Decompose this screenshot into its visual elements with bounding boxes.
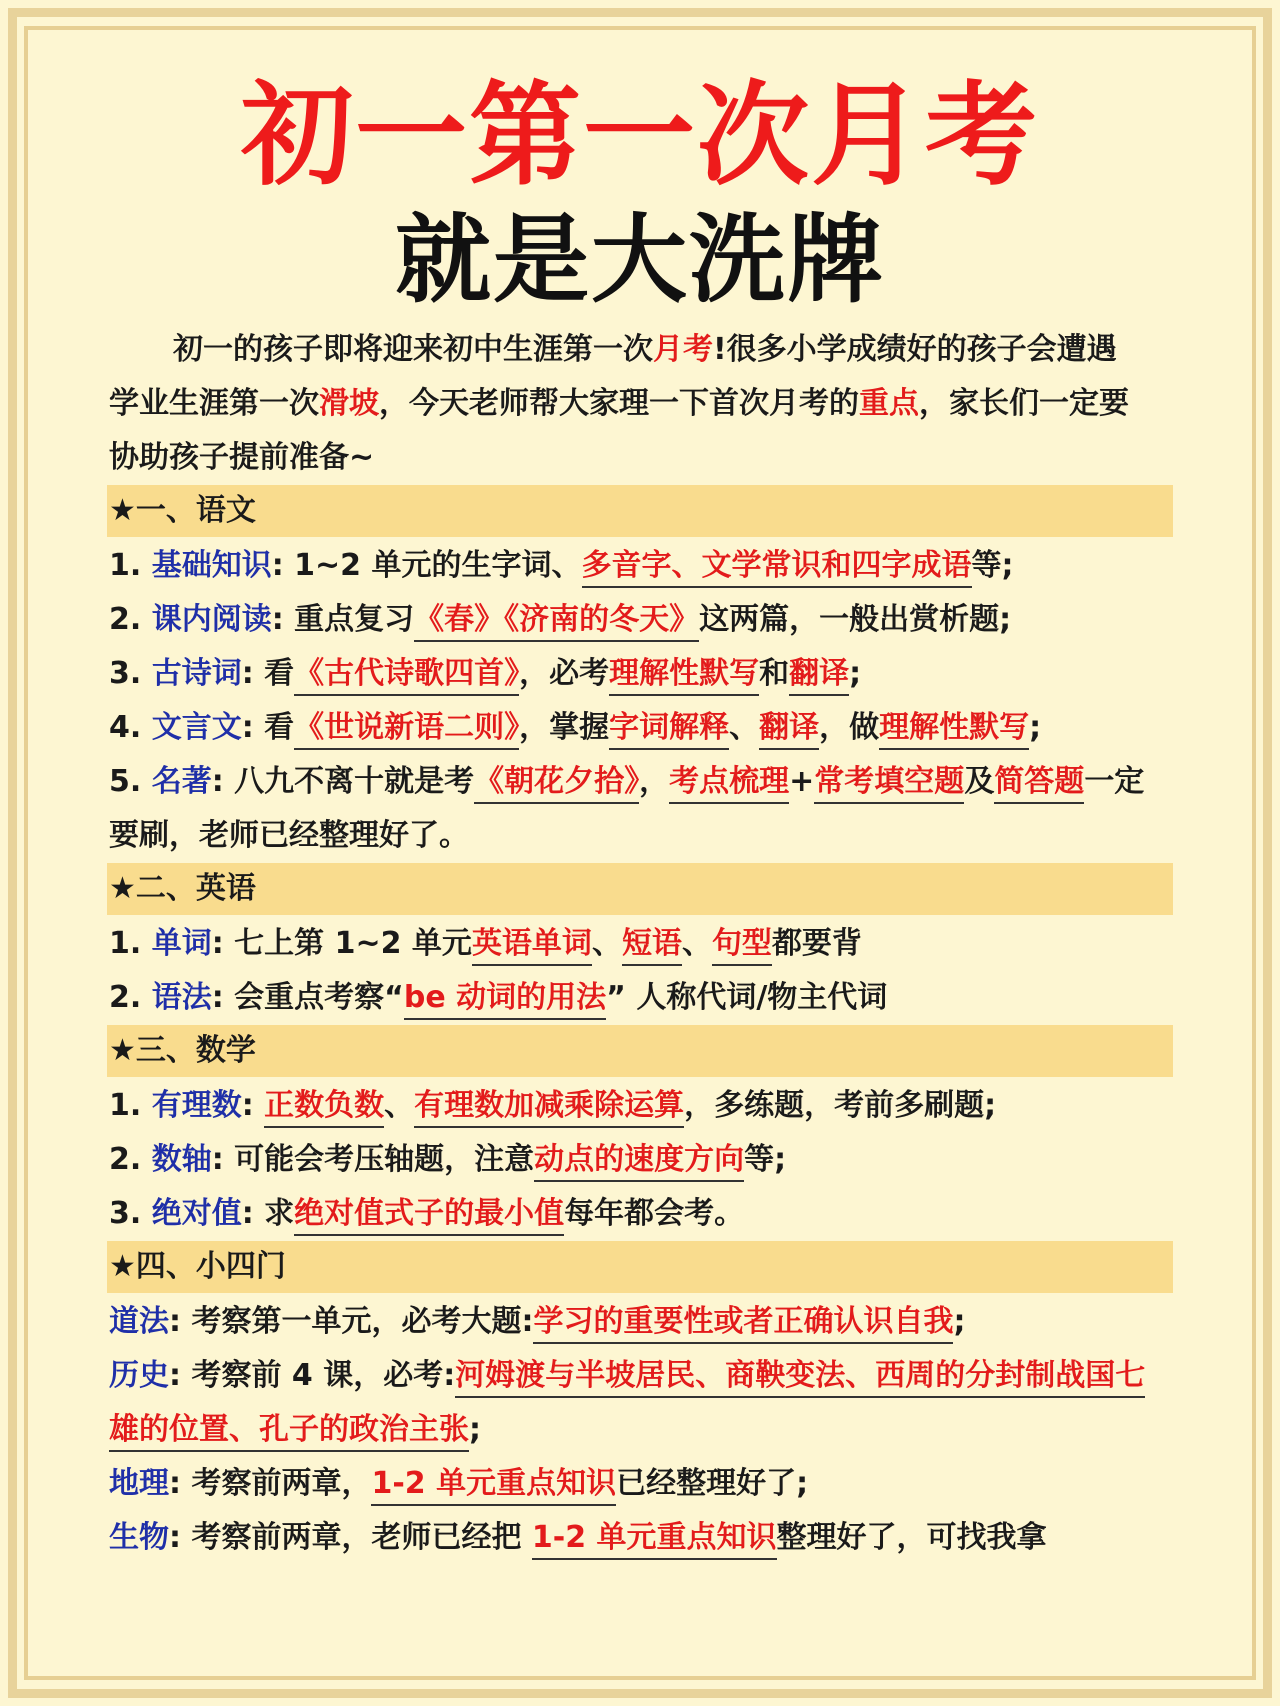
plain-text: : 看	[241, 656, 295, 691]
section-title: ★四、小四门	[109, 1249, 286, 1284]
plain-text: ，掌握	[519, 710, 610, 745]
key-point-underlined: 考点梳理	[669, 764, 789, 804]
plain-text: : 可能会考压轴题，注意	[211, 1142, 535, 1177]
plain-text: 初一的孩子即将迎来初中生涯第一次	[173, 332, 653, 367]
plain-text: 协助孩子提前准备~	[109, 440, 375, 475]
plain-text: 及	[964, 764, 995, 799]
text-line	[109, 377, 1173, 431]
text-line	[109, 431, 1173, 485]
section-header	[107, 485, 1173, 537]
key-point-underlined: 理解性默写	[879, 710, 1029, 750]
text-line	[109, 1133, 1173, 1187]
text-line	[109, 323, 1173, 377]
plain-text: ;	[953, 1304, 966, 1339]
plain-text: : 1~2 单元的生字词、	[271, 548, 582, 583]
topic-label: 生物	[109, 1520, 169, 1555]
section-header	[107, 1025, 1173, 1077]
plain-text: ;	[469, 1412, 481, 1447]
topic-label: 单词	[151, 926, 212, 961]
key-point-underlined: 《世说新语二则》	[294, 710, 519, 750]
plain-text: : 考察前两章，	[169, 1466, 372, 1501]
key-point-underlined: 1-2 单元重点知识	[371, 1466, 616, 1506]
plain-text: : 考察前 4 课，必考:	[169, 1358, 456, 1393]
title-subtitle: 就是大洗牌	[395, 204, 885, 316]
text-line	[109, 1349, 1173, 1403]
plain-text: : 考察前两章，老师已经把	[169, 1520, 532, 1555]
plain-text: 3.	[109, 656, 152, 691]
plain-text: 1.	[109, 548, 152, 583]
text-line	[109, 1403, 1173, 1457]
key-point-underlined: 动点的速度方向	[534, 1142, 744, 1182]
plain-text: 都要背	[771, 926, 862, 961]
plain-text: 等;	[744, 1142, 787, 1177]
key-point-underlined: be 动词的用法	[404, 980, 606, 1020]
text-line	[109, 701, 1173, 755]
plain-text: ，家长们一定要	[919, 386, 1129, 421]
topic-label: 课内阅读	[151, 602, 272, 637]
topic-label: 基础知识	[151, 548, 272, 583]
key-point-underlined: 字词解释	[609, 710, 729, 750]
plain-text: 、	[384, 1088, 415, 1123]
plain-text: : 看	[241, 710, 295, 745]
plain-text: 已经整理好了;	[616, 1466, 809, 1501]
plain-text: ;	[849, 656, 862, 691]
key-point-underlined: 绝对值式子的最小值	[294, 1196, 564, 1236]
highlight-text: 月考	[653, 332, 713, 367]
text-line	[109, 917, 1173, 971]
section-title: ★三、数学	[109, 1033, 256, 1068]
plain-text: +	[789, 764, 815, 799]
section-title: ★一、语文	[109, 493, 256, 528]
key-point-underlined: 学习的重要性或者正确认识自我	[533, 1304, 953, 1344]
plain-text: 要刷，老师已经整理好了。	[109, 818, 469, 853]
plain-text: 等;	[971, 548, 1014, 583]
plain-text: ” 人称代词/物主代词	[606, 980, 888, 1015]
plain-text: 整理好了，可找我拿	[776, 1520, 1047, 1555]
text-line	[109, 1295, 1173, 1349]
text-line	[109, 1457, 1173, 1511]
plain-text: ;	[1029, 710, 1042, 745]
plain-text: : 会重点考察“	[211, 980, 404, 1015]
topic-label: 名著	[151, 764, 212, 799]
plain-text: 2.	[109, 980, 152, 1015]
text-line	[109, 755, 1173, 809]
key-point-underlined: 1-2 单元重点知识	[532, 1520, 777, 1560]
plain-text: : 求	[241, 1196, 295, 1231]
key-point-underlined: 简答题	[994, 764, 1084, 804]
plain-text: 每年都会考。	[564, 1196, 745, 1231]
title-main: 初一第一次月考	[241, 71, 1039, 201]
key-point-underlined: 理解性默写	[609, 656, 759, 696]
plain-text: 、	[729, 710, 760, 745]
topic-label: 道法	[109, 1304, 169, 1339]
plain-text: : 考察第一单元，必考大题:	[169, 1304, 534, 1339]
plain-text: 、	[681, 926, 712, 961]
key-point-underlined: 常考填空题	[814, 764, 964, 804]
plain-text: 1.	[109, 926, 152, 961]
plain-text: 3.	[109, 1196, 152, 1231]
key-point-underlined: 翻译	[789, 656, 849, 696]
text-line	[109, 1079, 1173, 1133]
topic-label: 历史	[109, 1358, 169, 1393]
key-point-underlined: 正数负数	[264, 1088, 384, 1128]
key-point-underlined: 有理数加减乘除运算	[414, 1088, 684, 1128]
topic-label: 绝对值	[151, 1196, 242, 1231]
topic-label: 数轴	[151, 1142, 212, 1177]
plain-text: 和	[759, 656, 790, 691]
key-point-underlined: 多音字、文学常识和四字成语	[582, 548, 972, 588]
topic-label: 古诗词	[151, 656, 242, 691]
key-point-underlined: 翻译	[759, 710, 819, 750]
plain-text: ，今天老师帮大家理一下首次月考的	[379, 386, 859, 421]
plain-text: ，做	[819, 710, 880, 745]
plain-text: ，	[639, 764, 670, 799]
topic-label: 语法	[151, 980, 212, 1015]
plain-text: : 八九不离十就是考	[211, 764, 475, 799]
text-line	[109, 647, 1173, 701]
key-point-underlined: 河姆渡与半坡居民、商鞅变法、西周的分封制战国七	[455, 1358, 1145, 1398]
text-line	[109, 809, 1173, 863]
plain-text: 5.	[109, 764, 152, 799]
section-header	[107, 863, 1173, 915]
article-body	[109, 323, 1173, 1565]
key-point-underlined: 英语单词	[472, 926, 592, 966]
section-title: ★二、英语	[109, 871, 256, 906]
plain-text: 4.	[109, 710, 152, 745]
topic-label: 地理	[109, 1466, 169, 1501]
text-line	[109, 539, 1173, 593]
plain-text: ，必考	[519, 656, 610, 691]
plain-text: 一定	[1084, 764, 1145, 799]
text-line	[109, 971, 1173, 1025]
key-point-underlined: 《朝花夕拾》	[474, 764, 639, 804]
text-line	[109, 1187, 1173, 1241]
text-line	[109, 1511, 1173, 1565]
plain-text: 学业生涯第一次	[109, 386, 319, 421]
plain-text: ，多练题，考前多刷题;	[684, 1088, 997, 1123]
plain-text: : 七上第 1~2 单元	[211, 926, 472, 961]
plain-text: : 重点复习	[271, 602, 415, 637]
plain-text: 1.	[109, 1088, 152, 1123]
section-header	[107, 1241, 1173, 1293]
key-point-underlined: 句型	[712, 926, 772, 966]
key-point-underlined: 《古代诗歌四首》	[294, 656, 519, 696]
key-point-underlined: 《春》《济南的冬天》	[414, 602, 699, 642]
plain-text: :	[241, 1088, 265, 1123]
key-point-underlined: 短语	[622, 926, 682, 966]
text-line	[109, 593, 1173, 647]
topic-label: 文言文	[151, 710, 242, 745]
plain-text: 2.	[109, 1142, 152, 1177]
plain-text: !很多小学成绩好的孩子会遭遇	[713, 332, 1117, 367]
highlight-text: 重点	[859, 386, 919, 421]
plain-text: 这两篇，一般出赏析题;	[699, 602, 1012, 637]
topic-label: 有理数	[151, 1088, 242, 1123]
plain-text: 、	[591, 926, 622, 961]
plain-text: 2.	[109, 602, 152, 637]
highlight-text: 滑坡	[319, 386, 379, 421]
key-point-underlined: 雄的位置、孔子的政治主张	[109, 1412, 469, 1452]
